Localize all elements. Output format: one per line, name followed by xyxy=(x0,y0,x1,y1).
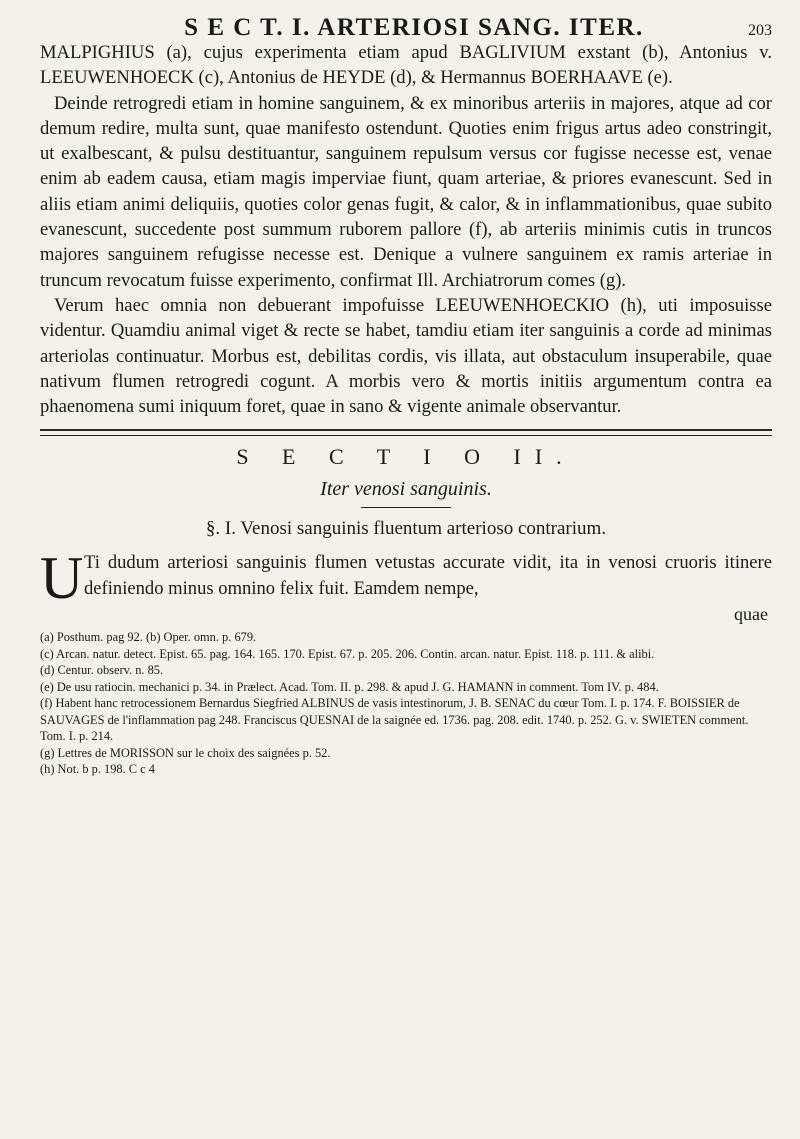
subtitle-rule xyxy=(361,507,451,508)
main-text xyxy=(40,40,772,419)
footnote: (d) Centur. observ. n. 85. xyxy=(40,663,164,678)
paragraph-retrograde: Deinde retrogredi etiam in homine sanguinem, & ex minoribus arteriis in majores, atque ad cor demum redire, multa sunt, quae manifesto ostendunt. Quoties enim frigus artus adeo constringit, ut exalbescant, & pulsu destituantur, sanguinem repulsum versus cor fugisse necesse est, venae enim ab eadem causa, etiam magis imperviae fiunt, quam arteriae, & priores evanescunt. Sed in aliis etiam animi deliquiis, quoties color genas fugit, & calor, & in inflammationibus, quae subito evanescunt, succedente post summum ruborem pallore (f), ab arteriis minimis cutis in truncos majores sanguinem refugisse necesse est. Denique a vulnere sanguinem ex ramis arteriae in truncum revocatum fuisse experimento, confirmat Ill. Archiatrorum comes (g). xyxy=(40,92,772,291)
section-title: S E C T I O II. xyxy=(236,444,576,470)
section-subtitle: Iter venosi sanguinis. xyxy=(320,478,492,501)
footnote: (f) Habent hanc retrocessionem Bernardus Siegfried ALBINUS de vasis intestinorum, J. B. SENAC du cœur Tom. I. p. 174. F. BOISSIER de SAUVAGES de l'inflammation pag 248. Franciscus QUESNAI de la saignée ed. 1736. pag. 208. edit. 1740. p. 252. G. v. SWIETEN comment. Tom. I. p. 214. xyxy=(40,696,749,744)
drop-cap: U xyxy=(40,545,84,612)
footnotes xyxy=(40,629,772,778)
paragraph-objection: Verum haec omnia non debuerant impofuisse LEEUWENHOECKIO (h), uti imposuisse videntur. Quamdiu animal viget & recte se habet, tamdiu etiam iter sanguinis a corde ad minimas arteriolas continuatur. Morbus est, debilitas cordis, vis illata, aut obstaculum insuperabile, quae nativum flumen retrogredi cogunt. A morbis vero & mortis initiis argumentum contra ea phaenomena sumi iniquum foret, quae in sano & vigente animale observantur. xyxy=(40,294,772,418)
opening-paragraph: Ti dudum arteriosi sanguinis flumen vetustas accurate vidit, ita in venosi cruoris itinere definiendo minus omnino felix fuit. Eamdem nempe, xyxy=(84,552,772,599)
section-divider xyxy=(40,429,772,436)
footnote: (a) Posthum. pag 92. (b) Oper. omn. p. 679. xyxy=(40,630,257,645)
running-head xyxy=(40,0,772,40)
running-head-title: S E C T. I. ARTERIOSI SANG. ITER. xyxy=(184,14,644,41)
paragraph-heading: §. I. Venosi sanguinis fluentum arterioso contrarium. xyxy=(205,518,607,540)
footnote: (h) Not. b p. 198. C c 4 xyxy=(40,762,155,777)
paragraph-authorities: MALPIGHIUS (a), cujus experimenta etiam apud BAGLIVIUM exstant (b), Antonius v. LEEUWENHOECK (c), Antonius de HEYDE (d), & Hermannus BOERHAAVE (e). xyxy=(40,42,772,89)
section-opening xyxy=(40,545,772,612)
footnote: (e) De usu ratiocin. mechanici p. 34. in Prælect. Acad. Tom. II. p. 298. & apud J. G. HAMANN in comment. Tom IV. p. 484. xyxy=(40,679,659,694)
catchword: quae xyxy=(734,604,768,625)
page-number: 203 xyxy=(748,22,772,39)
footnote: (c) Arcan. natur. detect. Epist. 65. pag. 164. 165. 170. Epist. 67. p. 205. 206. Contin. arcan. natur. Epist. 118. p. 111. & alibi. xyxy=(40,646,655,661)
footnote: (g) Lettres de MORISSON sur le choix des saignées p. 52. xyxy=(40,745,331,760)
